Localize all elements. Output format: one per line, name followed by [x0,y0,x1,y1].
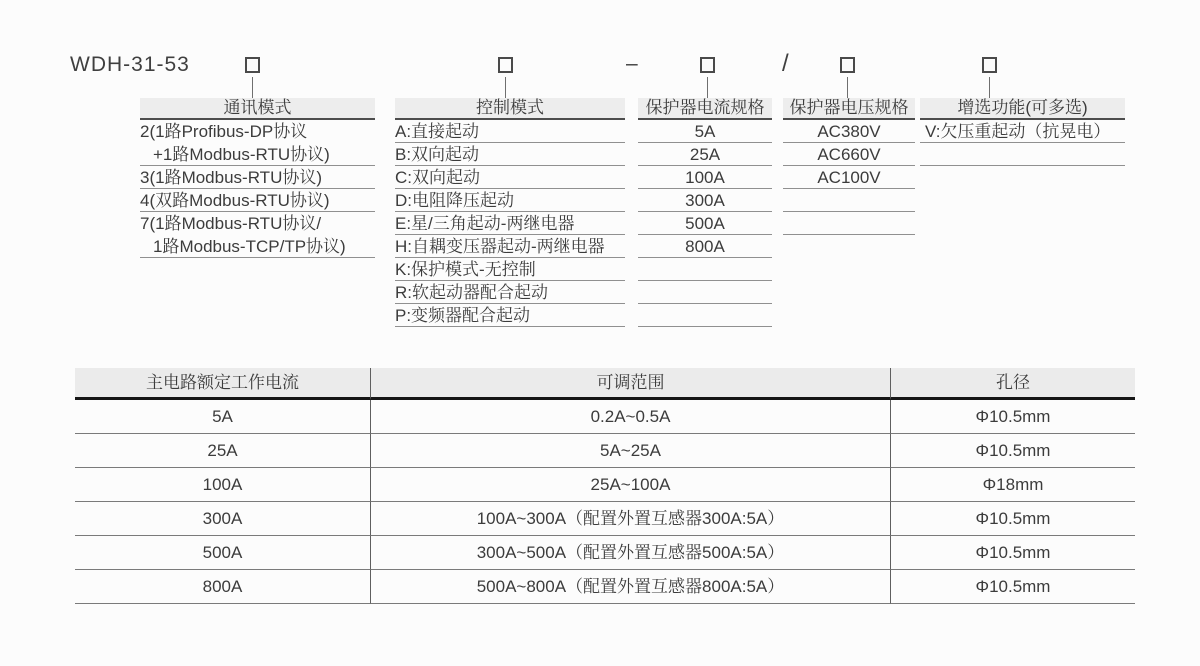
cell-adjustable-range: 0.2A~0.5A [370,400,890,434]
option-box-optional-function [982,57,997,73]
option-box-control-mode [498,57,513,73]
option-item: 25A [638,143,772,166]
cell-rated-current: 300A [75,502,370,536]
cell-adjustable-range: 100A~300A（配置外置互感器300A:5A） [370,502,890,536]
spec-table-header-rated-current: 主电路额定工作电流 [75,368,370,400]
cell-hole-diameter: Φ10.5mm [890,502,1135,536]
column-current-rating [638,98,772,327]
option-item: 100A [638,166,772,189]
spec-table-row [75,570,1135,604]
option-item-blank [783,212,915,235]
spec-table-row [75,502,1135,536]
cell-rated-current: 800A [75,570,370,604]
option-item-blank [638,258,772,281]
option-item: 7(1路Modbus-RTU协议/ [140,214,322,233]
option-item: K:保护模式-无控制 [395,258,625,281]
option-item: 5A [638,120,772,143]
column-control-mode [395,98,625,327]
option-item: AC660V [783,143,915,166]
spec-table-row [75,400,1135,434]
spec-table-row [75,468,1135,502]
option-item: R:软起动器配合起动 [395,281,625,304]
option-item-blank [638,281,772,304]
option-item-blank [920,143,1125,166]
spec-table-header-hole-diameter: 孔径 [890,368,1135,400]
connector-line-control [505,77,506,98]
option-box-voltage-rating [840,57,855,73]
cell-rated-current: 5A [75,400,370,434]
connector-line-optional [989,77,990,98]
column-voltage-rating [783,98,915,235]
spec-table-row [75,434,1135,468]
option-item: P:变频器配合起动 [395,304,625,327]
option-item-blank [638,304,772,327]
option-box-communication-mode [245,57,260,73]
option-item: 1路Modbus-TCP/TP协议) [140,235,375,258]
option-item: 800A [638,235,772,258]
option-box-current-rating [700,57,715,73]
column-communication-mode [140,98,375,258]
cell-rated-current: 500A [75,536,370,570]
option-item: B:双向起动 [395,143,625,166]
spec-table-row [75,536,1135,570]
column-optional-functions [920,98,1125,166]
spec-table [75,368,1135,604]
dash-separator: – [626,52,638,75]
column-title-optional-functions: 增选功能(可多选) [920,98,1125,120]
column-title-current-rating: 保护器电流规格 [638,98,772,120]
cell-rated-current: 25A [75,434,370,468]
option-item: E:星/三角起动-两继电器 [395,212,625,235]
cell-adjustable-range: 25A~100A [370,468,890,502]
cell-adjustable-range: 5A~25A [370,434,890,468]
column-title-communication-mode: 通讯模式 [140,98,375,120]
cell-adjustable-range: 300A~500A（配置外置互感器500A:5A） [370,536,890,570]
option-item: D:电阻降压起动 [395,189,625,212]
cell-adjustable-range: 500A~800A（配置外置互感器800A:5A） [370,570,890,604]
option-item: H:自耦变压器起动-两继电器 [395,235,625,258]
option-item: C:双向起动 [395,166,625,189]
option-item: V:欠压重起动（抗晃电） [920,120,1125,143]
cell-hole-diameter: Φ10.5mm [890,570,1135,604]
option-item-blank [783,189,915,212]
cell-hole-diameter: Φ10.5mm [890,400,1135,434]
spec-table-header-row [75,368,1135,400]
option-item: 3(1路Modbus-RTU协议) [140,166,375,189]
cell-hole-diameter: Φ10.5mm [890,434,1135,468]
connector-line-voltage [847,77,848,98]
cell-hole-diameter: Φ18mm [890,468,1135,502]
cell-hole-diameter: Φ10.5mm [890,536,1135,570]
connector-line-current [707,77,708,98]
option-item: A:直接起动 [395,120,625,143]
option-item: AC380V [783,120,915,143]
option-item: 300A [638,189,772,212]
option-item: AC100V [783,166,915,189]
option-item: 2(1路Profibus-DP协议 [140,122,308,141]
slash-separator: / [782,50,789,77]
model-code: WDH-31-53 [70,53,190,76]
spec-table-header-adjustable-range: 可调范围 [370,368,890,400]
column-title-voltage-rating: 保护器电压规格 [783,98,915,120]
connector-line-communication [252,77,253,98]
option-item: 4(双路Modbus-RTU协议) [140,189,375,212]
cell-rated-current: 100A [75,468,370,502]
column-title-control-mode: 控制模式 [395,98,625,120]
option-item: 500A [638,212,772,235]
option-item: +1路Modbus-RTU协议) [140,143,375,166]
